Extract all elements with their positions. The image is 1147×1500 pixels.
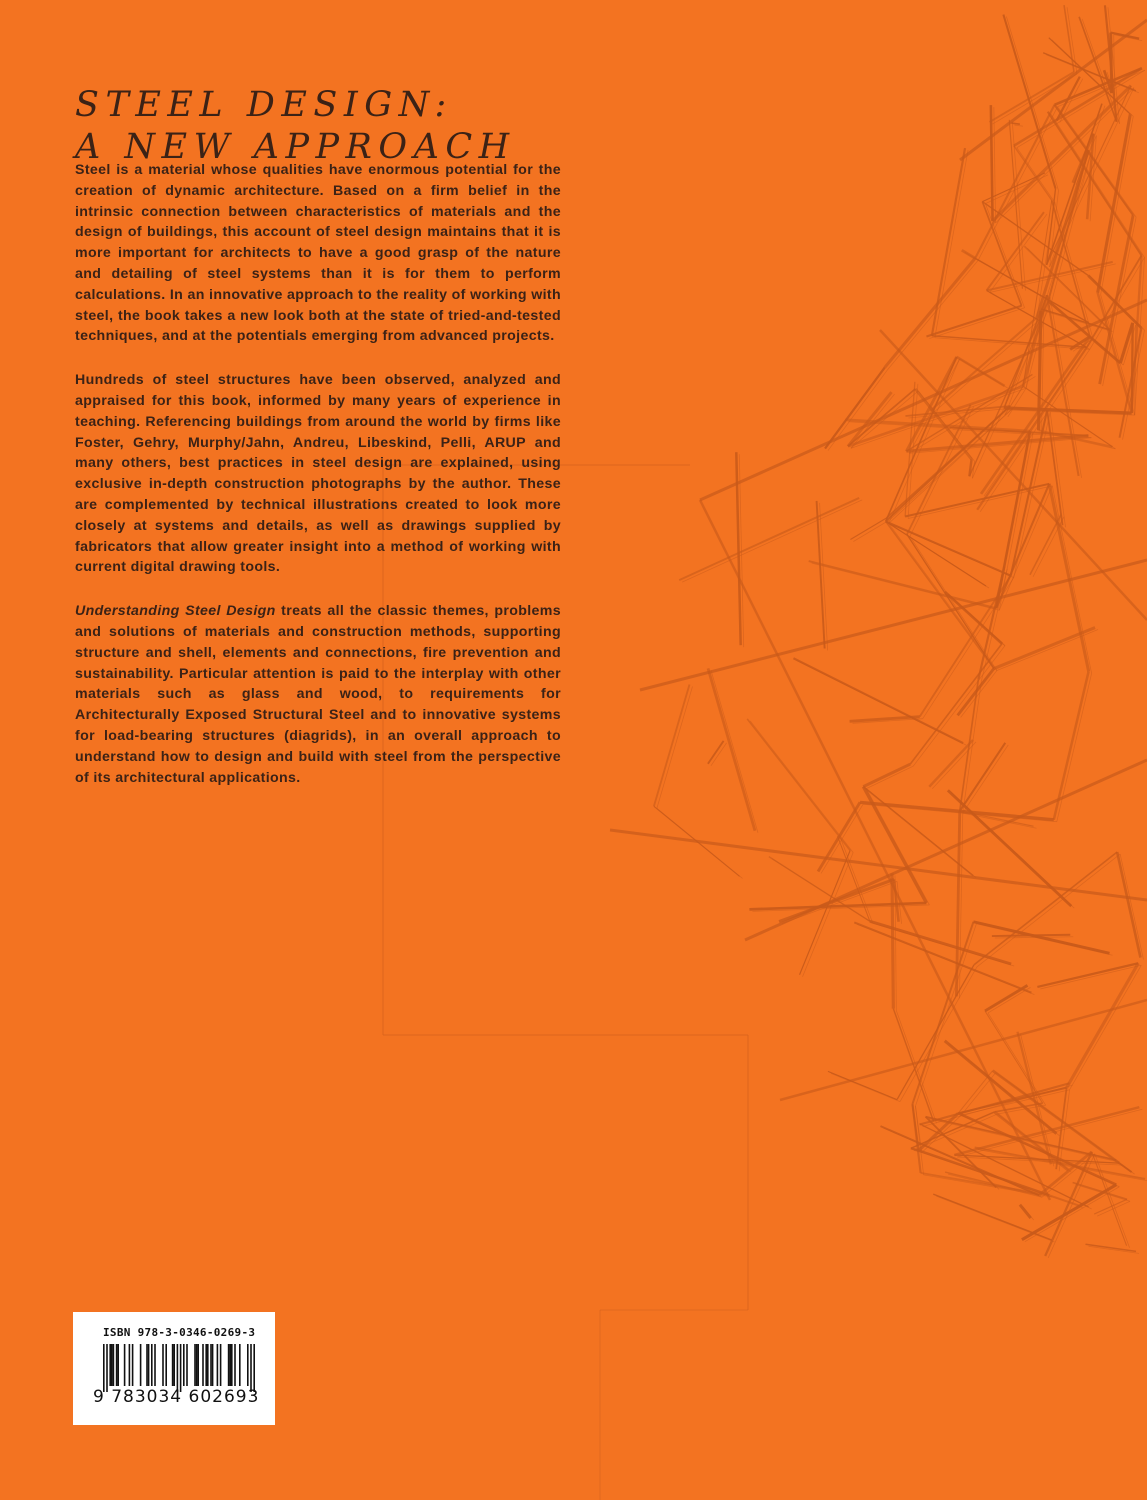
barcode-bar: [212, 1344, 214, 1386]
structure-line: [654, 684, 690, 806]
barcode-bar: [172, 1344, 174, 1386]
barcode-bar: [124, 1344, 126, 1386]
structure-line: [909, 438, 1091, 454]
structure-line: [745, 760, 1147, 940]
barcode-bar: [117, 1344, 119, 1386]
structure-line: [963, 745, 1009, 813]
structure-line: [910, 536, 997, 670]
structure-line: [850, 518, 886, 540]
barcode-bar: [194, 1344, 196, 1386]
structure-line: [1039, 311, 1041, 430]
structure-line: [853, 520, 889, 542]
structure-line: [1040, 152, 1091, 319]
barcode-bar: [205, 1344, 207, 1386]
barcode-bar: [197, 1344, 199, 1386]
barcode-bar: [103, 1344, 105, 1392]
barcode-bar: [140, 1344, 142, 1386]
structure-line: [985, 204, 1091, 278]
barcode-bar: [229, 1344, 231, 1386]
barcode-bar: [253, 1344, 255, 1392]
structure-line: [1101, 116, 1134, 294]
barcode-bar: [247, 1344, 249, 1386]
structure-line: [1073, 1182, 1127, 1199]
structure-line: [892, 873, 893, 1008]
barcode-bar: [220, 1344, 222, 1386]
structure-line: [961, 1090, 1069, 1115]
structure-line: [948, 1043, 1060, 1136]
structure-line: [657, 808, 743, 878]
structure-line: [812, 563, 1000, 610]
barcode-bar: [162, 1344, 164, 1386]
structure-line: [991, 105, 993, 221]
structure-line: [1051, 152, 1091, 303]
structure-line: [929, 308, 1024, 339]
structure-line: [988, 987, 1031, 1013]
barcode-bar: [132, 1344, 134, 1386]
blurb: [75, 160, 561, 811]
structure-line: [975, 105, 1054, 259]
title-line-1: STEEL DESIGN:: [75, 85, 453, 125]
structure-line: [976, 924, 1112, 955]
structure-line: [1070, 965, 1142, 1089]
structure-line: [1097, 1201, 1130, 1216]
barcode-bar: [228, 1344, 230, 1386]
structure-line: [974, 852, 1117, 965]
structure-line: [1020, 1205, 1031, 1218]
barcode-bar: [106, 1344, 108, 1392]
barcode-bar: [183, 1344, 185, 1386]
structure-line: [708, 741, 724, 764]
structure-line: [886, 357, 957, 522]
structure-line: [996, 484, 1049, 608]
structure-line: [994, 107, 996, 223]
isbn-label: ISBN 978-3-0346-0269-3: [103, 1326, 256, 1339]
barcode-bar: [207, 1344, 209, 1386]
structure-line: [1122, 1165, 1134, 1174]
structure-line: [841, 838, 873, 923]
structure-line: [640, 560, 1147, 690]
structure-line: [1011, 123, 1019, 124]
barcode-bar: [116, 1344, 118, 1386]
barcode-bar: [111, 1344, 113, 1386]
barcode-bar: [151, 1344, 153, 1386]
structure-line: [1030, 515, 1061, 575]
barcode-bar: [202, 1344, 204, 1386]
structure-line: [900, 967, 977, 1102]
title-line-2: A NEW APPROACH: [75, 127, 516, 167]
structure-line: [1043, 53, 1136, 91]
paragraph-3: [75, 601, 561, 788]
structure-line: [956, 811, 959, 996]
structure-line: [682, 500, 862, 582]
structure-line: [969, 301, 1048, 476]
structure-line: [793, 658, 963, 743]
structure-line: [750, 721, 853, 853]
structure-line: [803, 852, 854, 976]
barcode-bar: [109, 1344, 111, 1386]
barcode-bar: [186, 1344, 188, 1386]
structure-line: [610, 830, 1147, 900]
barcode-bars: [73, 1312, 275, 1425]
structure-line: [796, 660, 966, 745]
structure-line: [1117, 852, 1140, 958]
structure-line: [854, 922, 1031, 992]
structure-line: [747, 719, 850, 851]
barcode-bar: [173, 1344, 175, 1386]
structure-line: [889, 523, 989, 588]
barcode-bar: [165, 1344, 167, 1386]
structure-line: [926, 306, 1021, 337]
paragraph-3-text: treats all the classic themes, problems and solutions of materials and construction methods, supporting structure and shell, elements and connections, fire prevention and sustainability. Particular attention is paid to the interplay with other materials such as glass and wood, to requirements for Architecturally Exposed Structural Steel and to innovative systems for load-bearing structures (diagrids), in an overall approach to understand how to design and build with steel from the perspective of its architectural applications.: [75, 603, 561, 786]
structure-line: [985, 985, 1028, 1011]
isbn-barcode-box: [73, 1312, 275, 1425]
structure-line: [657, 686, 693, 808]
structure-line: [992, 935, 1070, 936]
structure-line: [1120, 323, 1132, 363]
structure-line: [1039, 1152, 1092, 1195]
barcode-bar: [231, 1344, 233, 1386]
barcode-bar: [129, 1344, 131, 1386]
title: [75, 84, 516, 168]
structure-line: [1054, 671, 1089, 819]
structure-line: [1067, 963, 1139, 1087]
structure-line: [1003, 15, 1055, 189]
barcode-bar: [239, 1344, 241, 1386]
structure-line: [960, 743, 1006, 811]
barcode-bar: [113, 1344, 115, 1386]
barcode-bar: [154, 1344, 156, 1386]
barcode-bar: [148, 1344, 150, 1386]
structure-line: [860, 802, 1054, 819]
book-title-italic: Understanding Steel Design: [75, 603, 276, 620]
barcode-bar: [146, 1344, 148, 1386]
paragraph-2: Hundreds of steel structures have been observed, analyzed and appraised for this book, informed by many years of experience in teaching. Referencing buildings from around the world by firms like Foster, Gehry, Murphy/Jahn, Andreu, Libeskind, Pelli, ARUP and many others, best practices in steel design are explained, using exclusive in-depth construction photographs by the author. These are complemented by technical illustrations created to look more closely at systems and details, as well as drawings supplied by fabricators that allow greater insight into a method of working with current digital drawing tools.: [75, 372, 561, 576]
structure-line: [1088, 1246, 1139, 1253]
barcode-digits: 9 783034 602693: [93, 1387, 260, 1407]
barcode-bar: [177, 1344, 179, 1392]
barcode-bar: [217, 1344, 219, 1386]
structure-line: [780, 1000, 1147, 1100]
structure-line: [932, 148, 965, 336]
structure-line: [897, 965, 974, 1100]
paragraph-1: Steel is a material whose qualities have enormous potential for the creation of dynamic architecture. Based on a firm belief in the intrinsic connection between characteristics of materials and the design of buildings, this account of steel design maintains that it is more important for architects to have a good grasp of the nature and detailing of steel systems than it is for them to perform calculations. In an innovative approach to the reality of working with steel, the book takes a new look both at the state of tried-and-tested techniques, and at the potentials emerging from advanced projects.: [75, 162, 561, 345]
barcode-bar: [196, 1344, 198, 1386]
barcode-bar: [210, 1344, 212, 1386]
structure-line: [1050, 412, 1065, 527]
structure-line: [1037, 963, 1138, 987]
structure-line: [708, 668, 755, 830]
structure-line: [866, 766, 913, 788]
structure-line: [850, 717, 920, 722]
structure-line: [863, 764, 910, 786]
barcode-bar: [234, 1344, 236, 1386]
structure-line: [711, 670, 758, 832]
structure-line: [935, 150, 968, 338]
structure-line: [1023, 1207, 1034, 1220]
structure-line: [1120, 854, 1143, 960]
structure-line: [828, 1071, 897, 1099]
barcode-bar: [180, 1344, 182, 1392]
barcode-bar: [250, 1344, 252, 1392]
structure-line: [809, 561, 997, 608]
structure-line: [1014, 125, 1022, 126]
structure-line: [886, 521, 1011, 575]
